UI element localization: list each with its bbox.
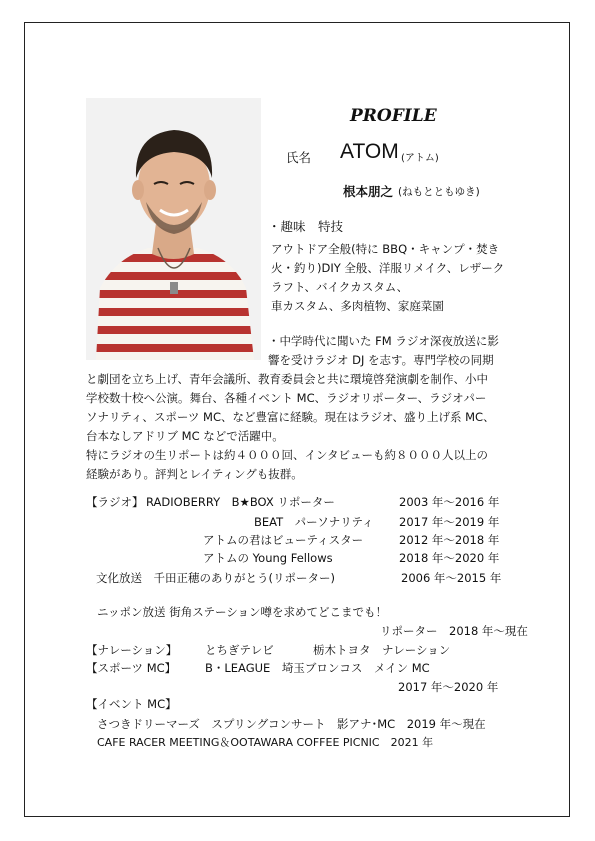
sports-period: 2017 年～2020 年 [398,680,499,694]
radio-period: 2012 年～2018 年 [399,533,500,547]
radio-item: BEAT パーソナリティ [254,515,374,529]
hobbies-line: ラフト、バイクカスタム、 [271,280,409,294]
hobbies-line: アウトドア全般(特に BBQ・キャンプ・焚き [271,242,500,256]
name-label: 氏名 [286,150,312,165]
real-name-reading: (ねもとともゆき) [398,186,480,198]
hobbies-line: 火・釣り)DIY 全般、洋服リメイク、レザーク [271,261,505,275]
radio-period: 2017 年～2019 年 [399,515,500,529]
stage-name: ATOM [340,140,399,163]
hobbies-line: 車カスタム、多肉植物、家庭菜園 [271,299,444,313]
bio-line: 台本なしアドリブ MC などで活躍中。 [86,429,284,443]
radio-period: 2018 年～2020 年 [399,551,500,565]
bio-line: 学校数十校へ公演。舞台、各種イベント MC、ラジオリポーター、ラジオパー [86,391,487,405]
radio-item: 文化放送 千田正穂のありがとう(リポーター) [96,571,335,585]
sports-label: 【スポーツ MC】 [86,661,177,675]
bio-line: ソナリティ、スポーツ MC、など豊富に経験。現在はラジオ、盛り上げ系 MC、 [86,410,495,424]
sports-detail: B・LEAGUE 埼玉ブロンコス メイン MC [205,661,430,675]
bio-line: 特にラジオの生リポートは約４０００回、インタビューも約８０００人以上の [86,448,489,462]
event-line: CAFE RACER MEETING＆OOTAWARA COFFEE PICNIC 2021 年 [97,736,434,749]
bio-line: と劇団を立ち上げ、青年会議所、教育委員会と共に環境啓発演劇を制作、小中 [86,372,489,386]
bio-line: 経験があり。評判とレイティングも抜群。 [86,467,303,481]
narration-label: 【ナレーション】 [86,643,178,657]
narration-station: とちぎテレビ [205,643,274,657]
bio-text-full [86,370,495,484]
radio-label: 【ラジオ】 [86,495,144,509]
bio-line: 響を受けラジオ DJ を志す。専門学校の同期 [268,353,494,367]
nippon-period: リポーター 2018 年～現在 [380,624,528,638]
event-line: さつきドリーマーズ スプリングコンサート 影アナ･MC 2019 年～現在 [97,717,486,731]
event-label: 【イベント MC】 [86,697,177,711]
radio-item: RADIOBERRY B★BOX リポーター [146,495,335,509]
stage-name-reading: (アトム) [401,153,439,164]
profile-photo [86,98,261,360]
nippon-line: ニッポン放送 街角ステーション噂を求めてどこまでも！ [97,605,388,619]
bio-line: ・中学時代に聞いた FM ラジオ深夜放送に影 [268,334,499,348]
profile-title: PROFILE [350,106,437,126]
radio-period: 2003 年～2016 年 [399,495,500,509]
real-name: 根本朋之 [343,184,394,199]
radio-item: アトムの君はビューティスター [203,533,364,547]
radio-item: アトムの Young Fellows [203,551,333,565]
hobbies-text [271,240,504,316]
radio-period: 2006 年～2015 年 [401,571,502,585]
bio-text-right [268,332,499,370]
hobbies-heading: ・趣味 特技 [268,219,344,234]
narration-detail: 栃木トヨタ ナレーション [313,643,451,657]
